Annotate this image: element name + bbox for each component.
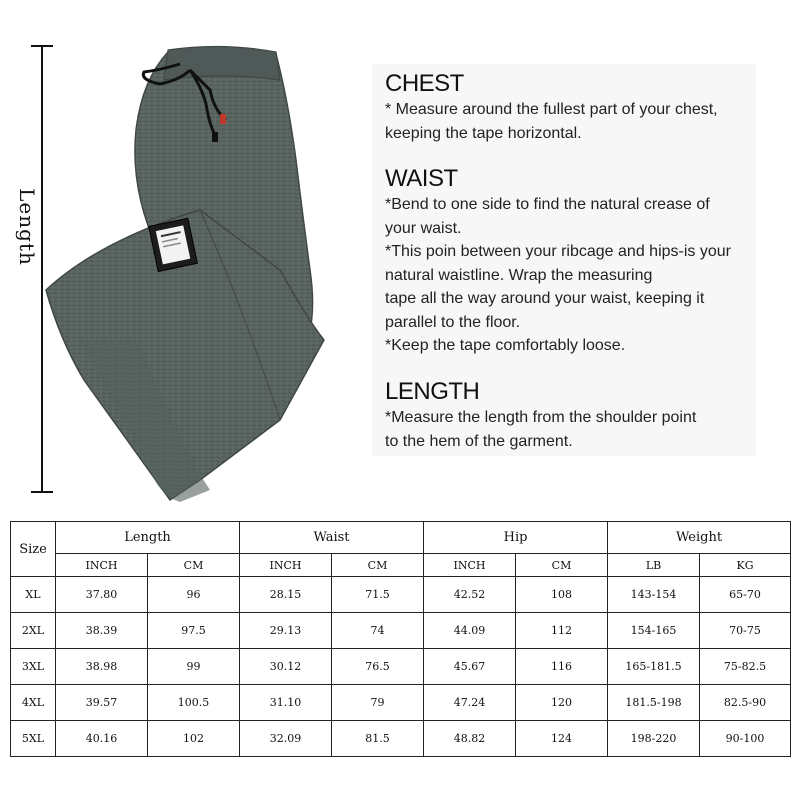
table-cell: 90-100 xyxy=(700,721,791,757)
table-cell: 143-154 xyxy=(608,577,700,613)
chest-line: * Measure around the fullest part of your chest, xyxy=(385,101,718,118)
table-cell: 165-181.5 xyxy=(608,649,700,685)
waist-title: WAIST xyxy=(385,165,458,192)
table-cell: 116 xyxy=(516,649,608,685)
length-guide xyxy=(385,378,696,453)
table-cell: 47.24 xyxy=(424,685,516,721)
table-cell: 198-220 xyxy=(608,721,700,757)
table-cell: 108 xyxy=(516,577,608,613)
table-cell: 42.52 xyxy=(424,577,516,613)
table-cell: 37.80 xyxy=(56,577,148,613)
waist-line: your waist. xyxy=(385,219,462,237)
chest-title: CHEST xyxy=(385,70,464,97)
table-cell: 99 xyxy=(148,649,240,685)
unit-header: CM xyxy=(148,554,240,577)
table-cell: 31.10 xyxy=(240,685,332,721)
table-row xyxy=(11,685,791,721)
table-cell: 71.5 xyxy=(332,577,424,613)
table-cell: 45.67 xyxy=(424,649,516,685)
length-title: LENGTH xyxy=(385,378,480,405)
waist-line: *Bend to one side to find the natural crease of xyxy=(385,196,710,213)
table-cell: 120 xyxy=(516,685,608,721)
size-cell: 3XL xyxy=(11,649,56,685)
hip-group-header: Hip xyxy=(424,522,608,554)
table-cell: 74 xyxy=(332,613,424,649)
table-cell: 96 xyxy=(148,577,240,613)
table-row xyxy=(11,721,791,757)
weight-group-header: Weight xyxy=(608,522,791,554)
chest-line: keeping the tape horizontal. xyxy=(385,124,582,142)
unit-header: INCH xyxy=(56,554,148,577)
table-cell: 112 xyxy=(516,613,608,649)
table-cell: 48.82 xyxy=(424,721,516,757)
table-cell: 38.39 xyxy=(56,613,148,649)
table-cell: 154-165 xyxy=(608,613,700,649)
table-cell: 81.5 xyxy=(332,721,424,757)
unit-header: LB xyxy=(608,554,700,577)
size-chart-table xyxy=(10,521,791,757)
table-cell: 97.5 xyxy=(148,613,240,649)
table-group-header-row xyxy=(11,522,791,554)
table-cell: 82.5-90 xyxy=(700,685,791,721)
length-line: to the hem of the garment. xyxy=(385,432,573,450)
table-cell: 76.5 xyxy=(332,649,424,685)
length-measure-label: Length xyxy=(15,188,39,266)
table-cell: 181.5-198 xyxy=(608,685,700,721)
table-cell: 70-75 xyxy=(700,613,791,649)
waist-line: *This poin between your ribcage and hips-is your xyxy=(385,243,731,260)
unit-header: CM xyxy=(516,554,608,577)
size-cell: XL xyxy=(11,577,56,613)
size-column-header: Size xyxy=(11,522,56,577)
table-cell: 100.5 xyxy=(148,685,240,721)
unit-header: KG xyxy=(700,554,791,577)
measurement-guide-panel xyxy=(372,64,756,456)
table-cell: 79 xyxy=(332,685,424,721)
table-cell: 102 xyxy=(148,721,240,757)
table-cell: 40.16 xyxy=(56,721,148,757)
table-cell: 32.09 xyxy=(240,721,332,757)
unit-header: INCH xyxy=(240,554,332,577)
waist-group-header: Waist xyxy=(240,522,424,554)
waist-guide xyxy=(385,165,731,358)
pants-product-image xyxy=(40,40,330,510)
table-row xyxy=(11,613,791,649)
table-cell: 124 xyxy=(516,721,608,757)
table-unit-header-row xyxy=(11,554,791,577)
size-cell: 2XL xyxy=(11,613,56,649)
table-cell: 28.15 xyxy=(240,577,332,613)
length-line: *Measure the length from the shoulder point xyxy=(385,409,697,426)
table-cell: 39.57 xyxy=(56,685,148,721)
length-group-header: Length xyxy=(56,522,240,554)
waist-line: *Keep the tape comfortably loose. xyxy=(385,337,626,354)
chest-guide xyxy=(385,70,718,145)
size-cell: 5XL xyxy=(11,721,56,757)
unit-header: CM xyxy=(332,554,424,577)
unit-header: INCH xyxy=(424,554,516,577)
table-cell: 29.13 xyxy=(240,613,332,649)
table-row xyxy=(11,649,791,685)
waist-line: tape all the way around your waist, keeping it xyxy=(385,290,705,307)
table-cell: 38.98 xyxy=(56,649,148,685)
table-cell: 30.12 xyxy=(240,649,332,685)
waist-line: parallel to the floor. xyxy=(385,313,521,331)
size-cell: 4XL xyxy=(11,685,56,721)
waist-line: natural waistline. Wrap the measuring xyxy=(385,266,653,284)
table-cell: 75-82.5 xyxy=(700,649,791,685)
table-row xyxy=(11,577,791,613)
table-cell: 65-70 xyxy=(700,577,791,613)
table-cell: 44.09 xyxy=(424,613,516,649)
